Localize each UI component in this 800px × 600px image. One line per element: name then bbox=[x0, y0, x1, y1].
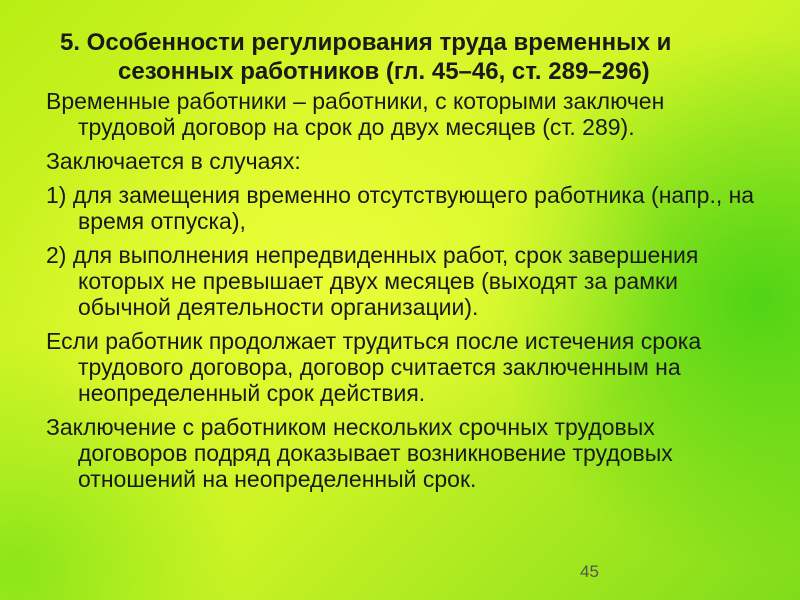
title-line-2-bold: сезонных работников bbox=[118, 58, 380, 85]
paragraph-multiple-contracts: Заключение с работником нескольких срочных трудовых договоров подряд доказывает возникновение трудовых отношений на неопределенный срок. bbox=[46, 414, 673, 492]
paragraph-definition: Временные работники – работники, с которыми заключен трудовой договор на срок до двух месяцев (ст. 289). bbox=[46, 88, 665, 140]
page-number: 45 bbox=[580, 562, 599, 581]
paragraph-cases-intro: Заключается в случаях: bbox=[46, 148, 301, 174]
paragraph-case-2: 2) для выполнения непредвиденных работ, срок завершения которых не превышает двух месяцев (выходят за рамки обычной деятельности организации). bbox=[46, 242, 699, 320]
title-line-1: 5. Особенности регулирования труда временных и bbox=[60, 29, 672, 56]
slide-title bbox=[60, 28, 760, 86]
title-line-2-normal: (гл. 45–46, ст. 289–296) bbox=[379, 58, 650, 85]
title-line-2 bbox=[60, 57, 760, 86]
slide-body bbox=[46, 88, 766, 500]
paragraph-case-1: 1) для замещения временно отсутствующего работника (напр., на время отпуска), bbox=[46, 182, 755, 234]
paragraph-continuation: Если работник продолжает трудиться после истечения срока трудового договора, договор считается заключенным на неопределенный срок действия. bbox=[46, 328, 702, 406]
